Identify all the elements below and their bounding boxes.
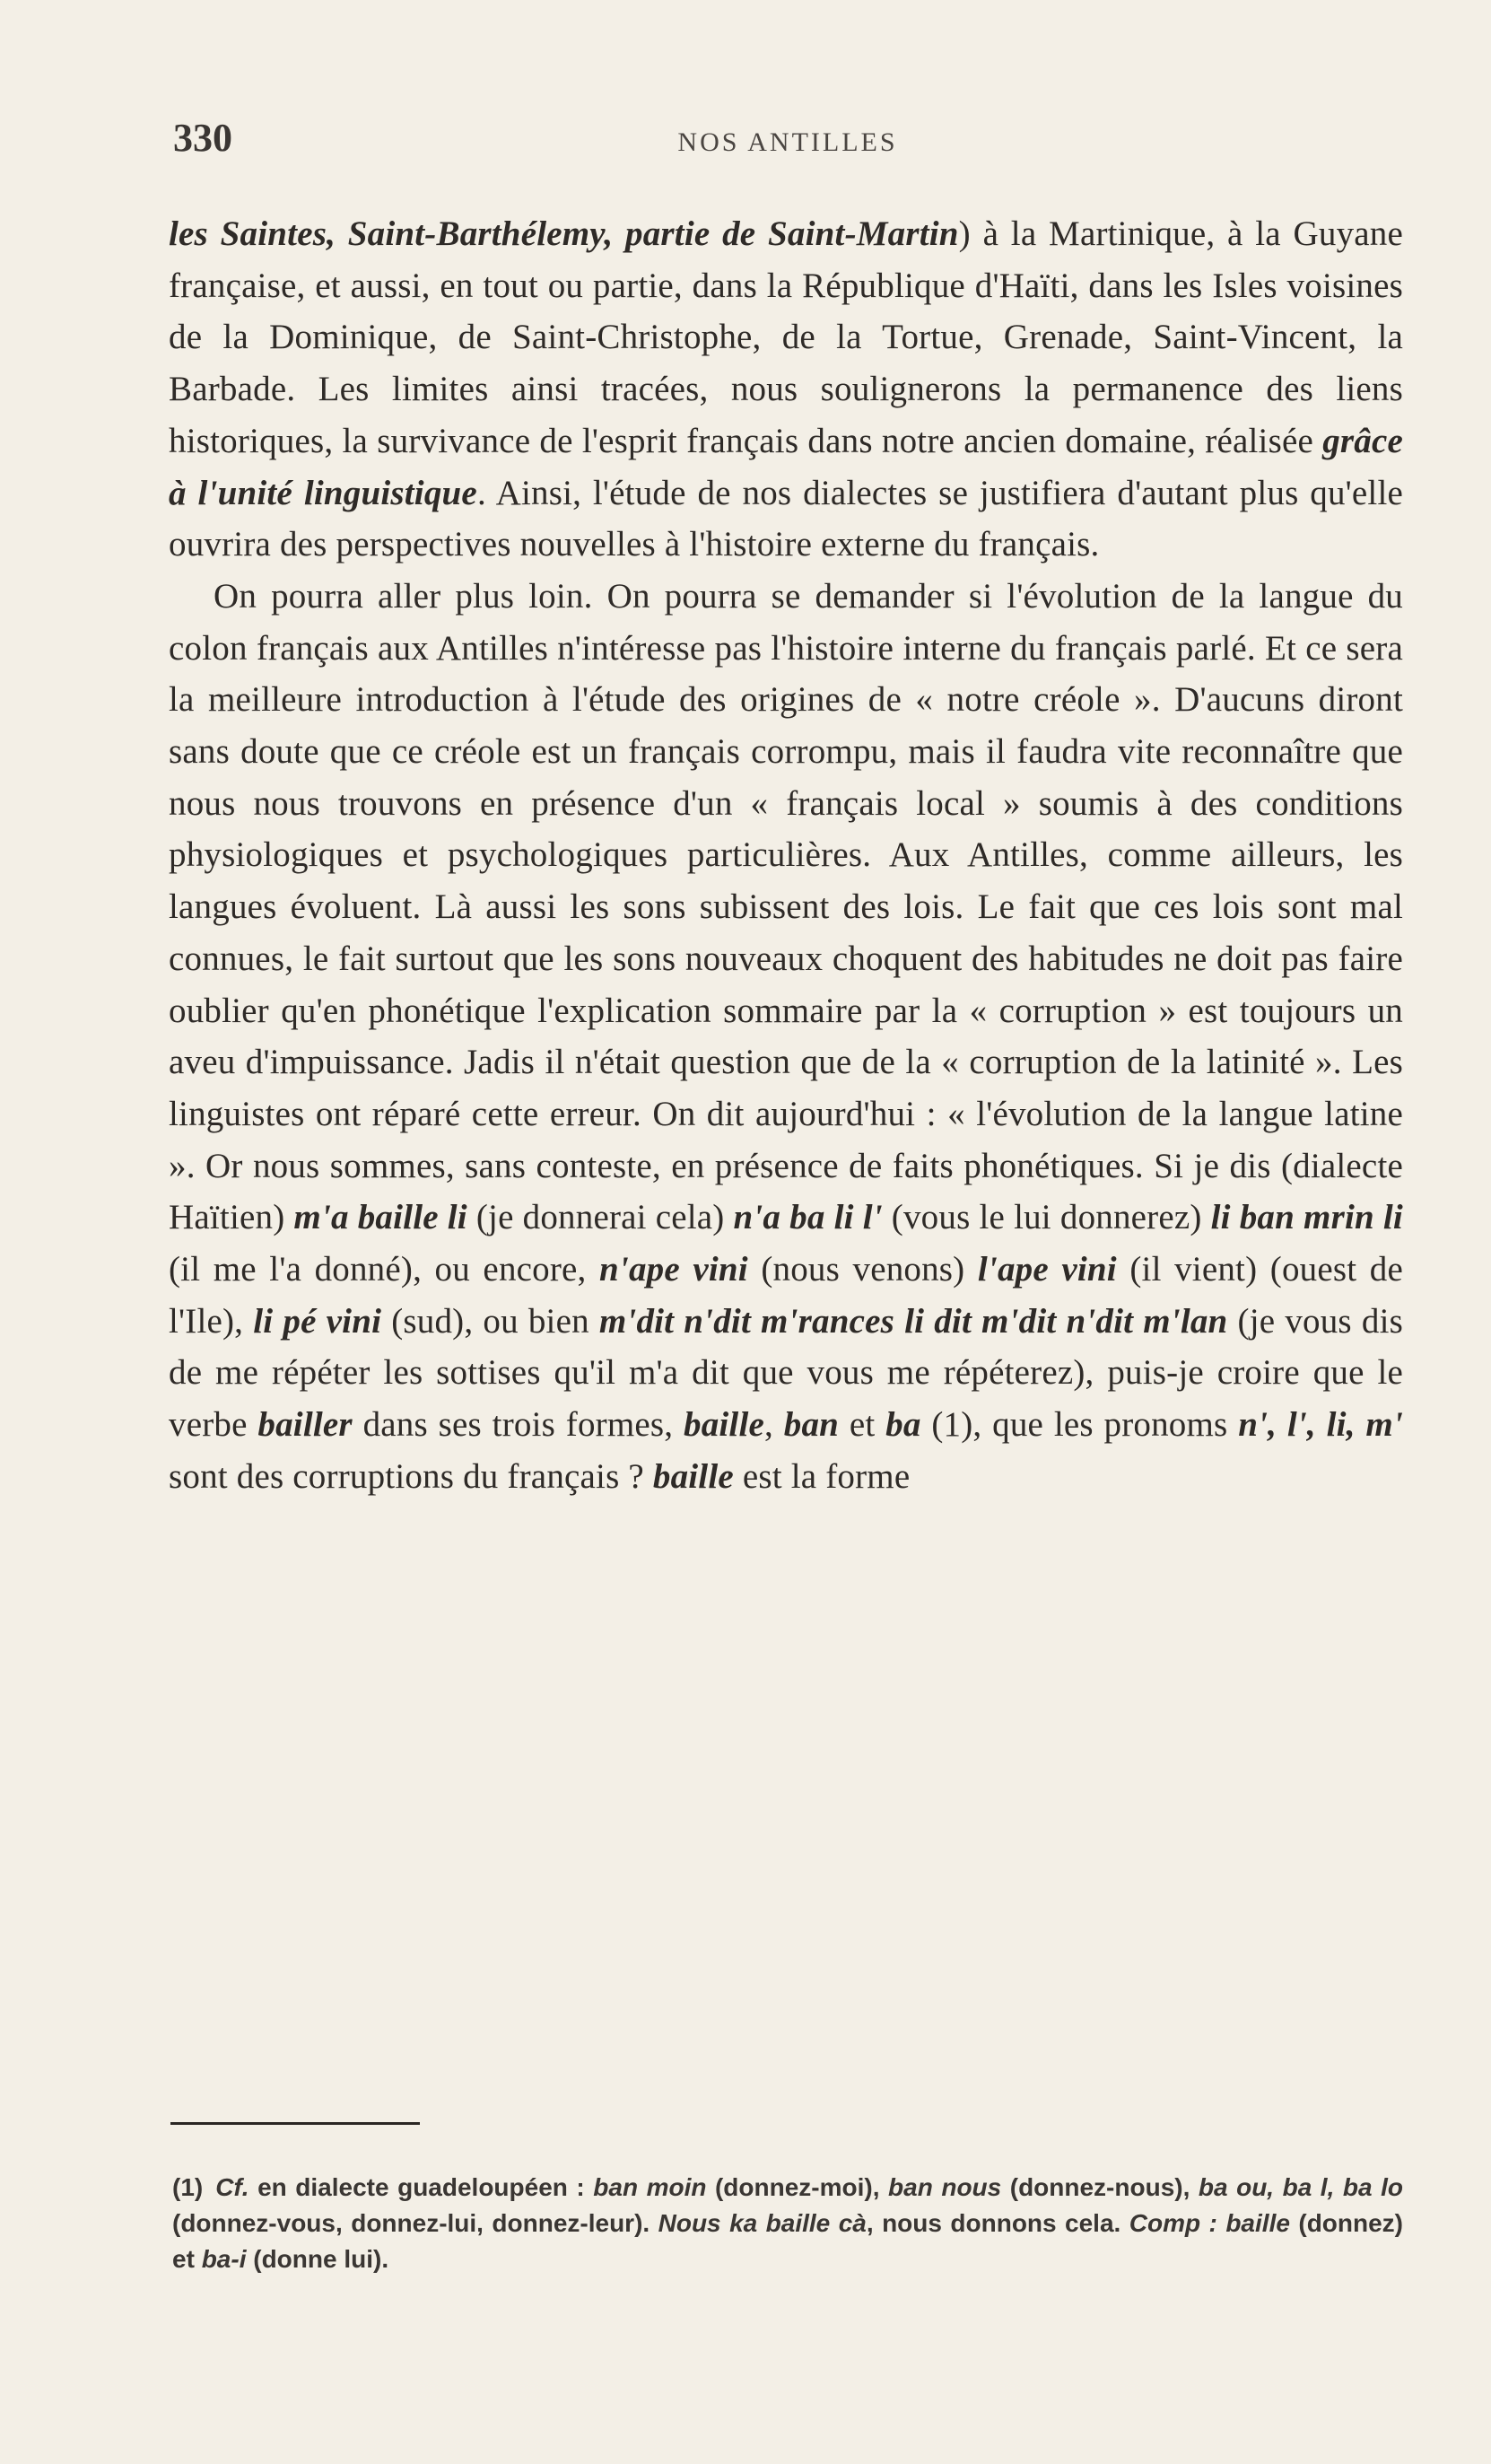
text-span: (donnez) et bbox=[172, 2209, 1404, 2273]
text-span: , nous donnons cela. bbox=[866, 2209, 1129, 2237]
paragraph-2 bbox=[169, 571, 1403, 1503]
italic-span: baille bbox=[684, 1405, 765, 1445]
page-header bbox=[173, 115, 1402, 169]
page-number: 330 bbox=[173, 116, 232, 160]
text-span: (donnez-vous, donnez-lui, donnez-leur). bbox=[172, 2209, 658, 2237]
text-span: dans ses trois formes, bbox=[352, 1405, 684, 1445]
italic-span: ba bbox=[885, 1405, 921, 1445]
italic-span: n', l', li, m' bbox=[1238, 1405, 1403, 1445]
text-span: (1), que les pronoms bbox=[920, 1405, 1239, 1445]
text-span bbox=[1217, 2209, 1225, 2237]
italic-span: les Saintes, Saint-Barthélemy, partie de Saint-Martin bbox=[169, 214, 959, 253]
body-text bbox=[169, 208, 1403, 1503]
text-span: (vous le lui donnerez) bbox=[882, 1198, 1211, 1237]
italic-span: bailler bbox=[257, 1405, 353, 1445]
italic-span: m'a baille li bbox=[293, 1198, 467, 1237]
italic-span: ban moin bbox=[593, 2173, 707, 2201]
text-span: On pourra aller plus loin. On pourra se demander si l'évolution de la langue du colon français aux Antilles n'intéresse pas l'histoire interne du français parlé. Et ce sera la meilleure introduction à l'étude des origines de « notre créole ». D'aucuns diront sans doute que ce créole est un français corrompu, mais il faudra vite reconnaître que nous nous trouvons en présence d'un « français local » soumis à des conditions physiologiques et psychologiques particulières. Aux Antilles, comme ailleurs, les langues évoluent. Là aussi les sons subissent des lois. Le fait que ces lois sont mal connues, le fait surtout que les sons nouveaux choquent des habitudes ne doit pas faire oublier qu'en phonétique l'explication sommaire par la « corruption » est toujours un aveu d'impuissance. Jadis il n'était question que de la « corruption de la latinité ». Les linguistes ont réparé cette erreur. On dit aujourd'hui : « l'évolution de la langue latine ». Or nous sommes, sans conteste, en présence de faits phonétiques. Si je dis (dialecte Haïtien) bbox=[169, 576, 1403, 1237]
footnote-text bbox=[172, 2173, 1403, 2273]
italic-span: ba-i bbox=[201, 2245, 247, 2273]
italic-span: l'ape vini bbox=[977, 1250, 1117, 1289]
text-span: est la forme bbox=[733, 1456, 911, 1496]
text-span: (il me l'a donné), ou encore, bbox=[169, 1250, 600, 1289]
text-span: en dialecte guadeloupéen : bbox=[248, 2173, 594, 2201]
text-span: (je vous dis de me répéter les sottises qu'il m'a dit que vous me répéterez), puis-je croire que le verbe bbox=[169, 1301, 1403, 1445]
italic-span: ba ou, ba l, ba lo bbox=[1198, 2173, 1403, 2201]
text-span: (nous venons) bbox=[747, 1250, 978, 1289]
italic-span: ban bbox=[783, 1405, 840, 1445]
text-span: (je donnerai cela) bbox=[466, 1198, 734, 1237]
italic-span: Comp : bbox=[1129, 2209, 1217, 2237]
italic-span: grâce à l'unité linguistique bbox=[169, 421, 1403, 512]
italic-span: li pé vini bbox=[253, 1301, 382, 1341]
text-span: sont des corruptions du français ? bbox=[169, 1456, 653, 1496]
italic-span: baille bbox=[652, 1456, 734, 1496]
text-span: et bbox=[839, 1405, 886, 1445]
text-span: (il vient) (ouest de l'Ile), bbox=[169, 1250, 1403, 1341]
text-span: (sud), ou bien bbox=[381, 1301, 599, 1341]
text-span: . Ainsi, l'étude de nos dialectes se justifiera d'autant plus qu'elle ouvrira des perspectives nouvelles à l'histoire externe du français. bbox=[169, 473, 1403, 564]
footnote-number: (1) bbox=[172, 2173, 204, 2201]
footnote-rule bbox=[170, 2122, 420, 2125]
italic-span: Nous ka baille cà bbox=[658, 2209, 867, 2237]
italic-span: ban nous bbox=[888, 2173, 1002, 2201]
text-span: , bbox=[764, 1405, 784, 1445]
paragraph-1 bbox=[169, 208, 1403, 571]
text-span: (donne lui). bbox=[246, 2245, 389, 2273]
italic-span: li ban mrin li bbox=[1210, 1198, 1403, 1237]
italic-span: baille bbox=[1225, 2209, 1290, 2237]
italic-span: n'ape vini bbox=[599, 1250, 748, 1289]
italic-span: Cf. bbox=[215, 2173, 249, 2201]
italic-span: m'dit n'dit m'rances li dit m'dit n'dit m'lan bbox=[598, 1301, 1228, 1341]
text-span: (donnez-moi), bbox=[706, 2173, 889, 2201]
running-head: NOS ANTILLES bbox=[677, 127, 898, 157]
footnote bbox=[172, 2170, 1403, 2277]
text-span: (donnez-nous), bbox=[1001, 2173, 1199, 2201]
italic-span: n'a ba li l' bbox=[733, 1198, 883, 1237]
text-span: ) à la Martinique, à la Guyane française, et aussi, en tout ou partie, dans la République d'Haïti, dans les Isles voisines de la Dominique, de Saint-Christophe, de la Tortue, Grenade, Saint-Vincent, la Barbade. Les limites ainsi tracées, nous soulignerons la permanence des liens historiques, la survivance de l'esprit français dans notre ancien domaine, réalisée bbox=[169, 214, 1403, 460]
